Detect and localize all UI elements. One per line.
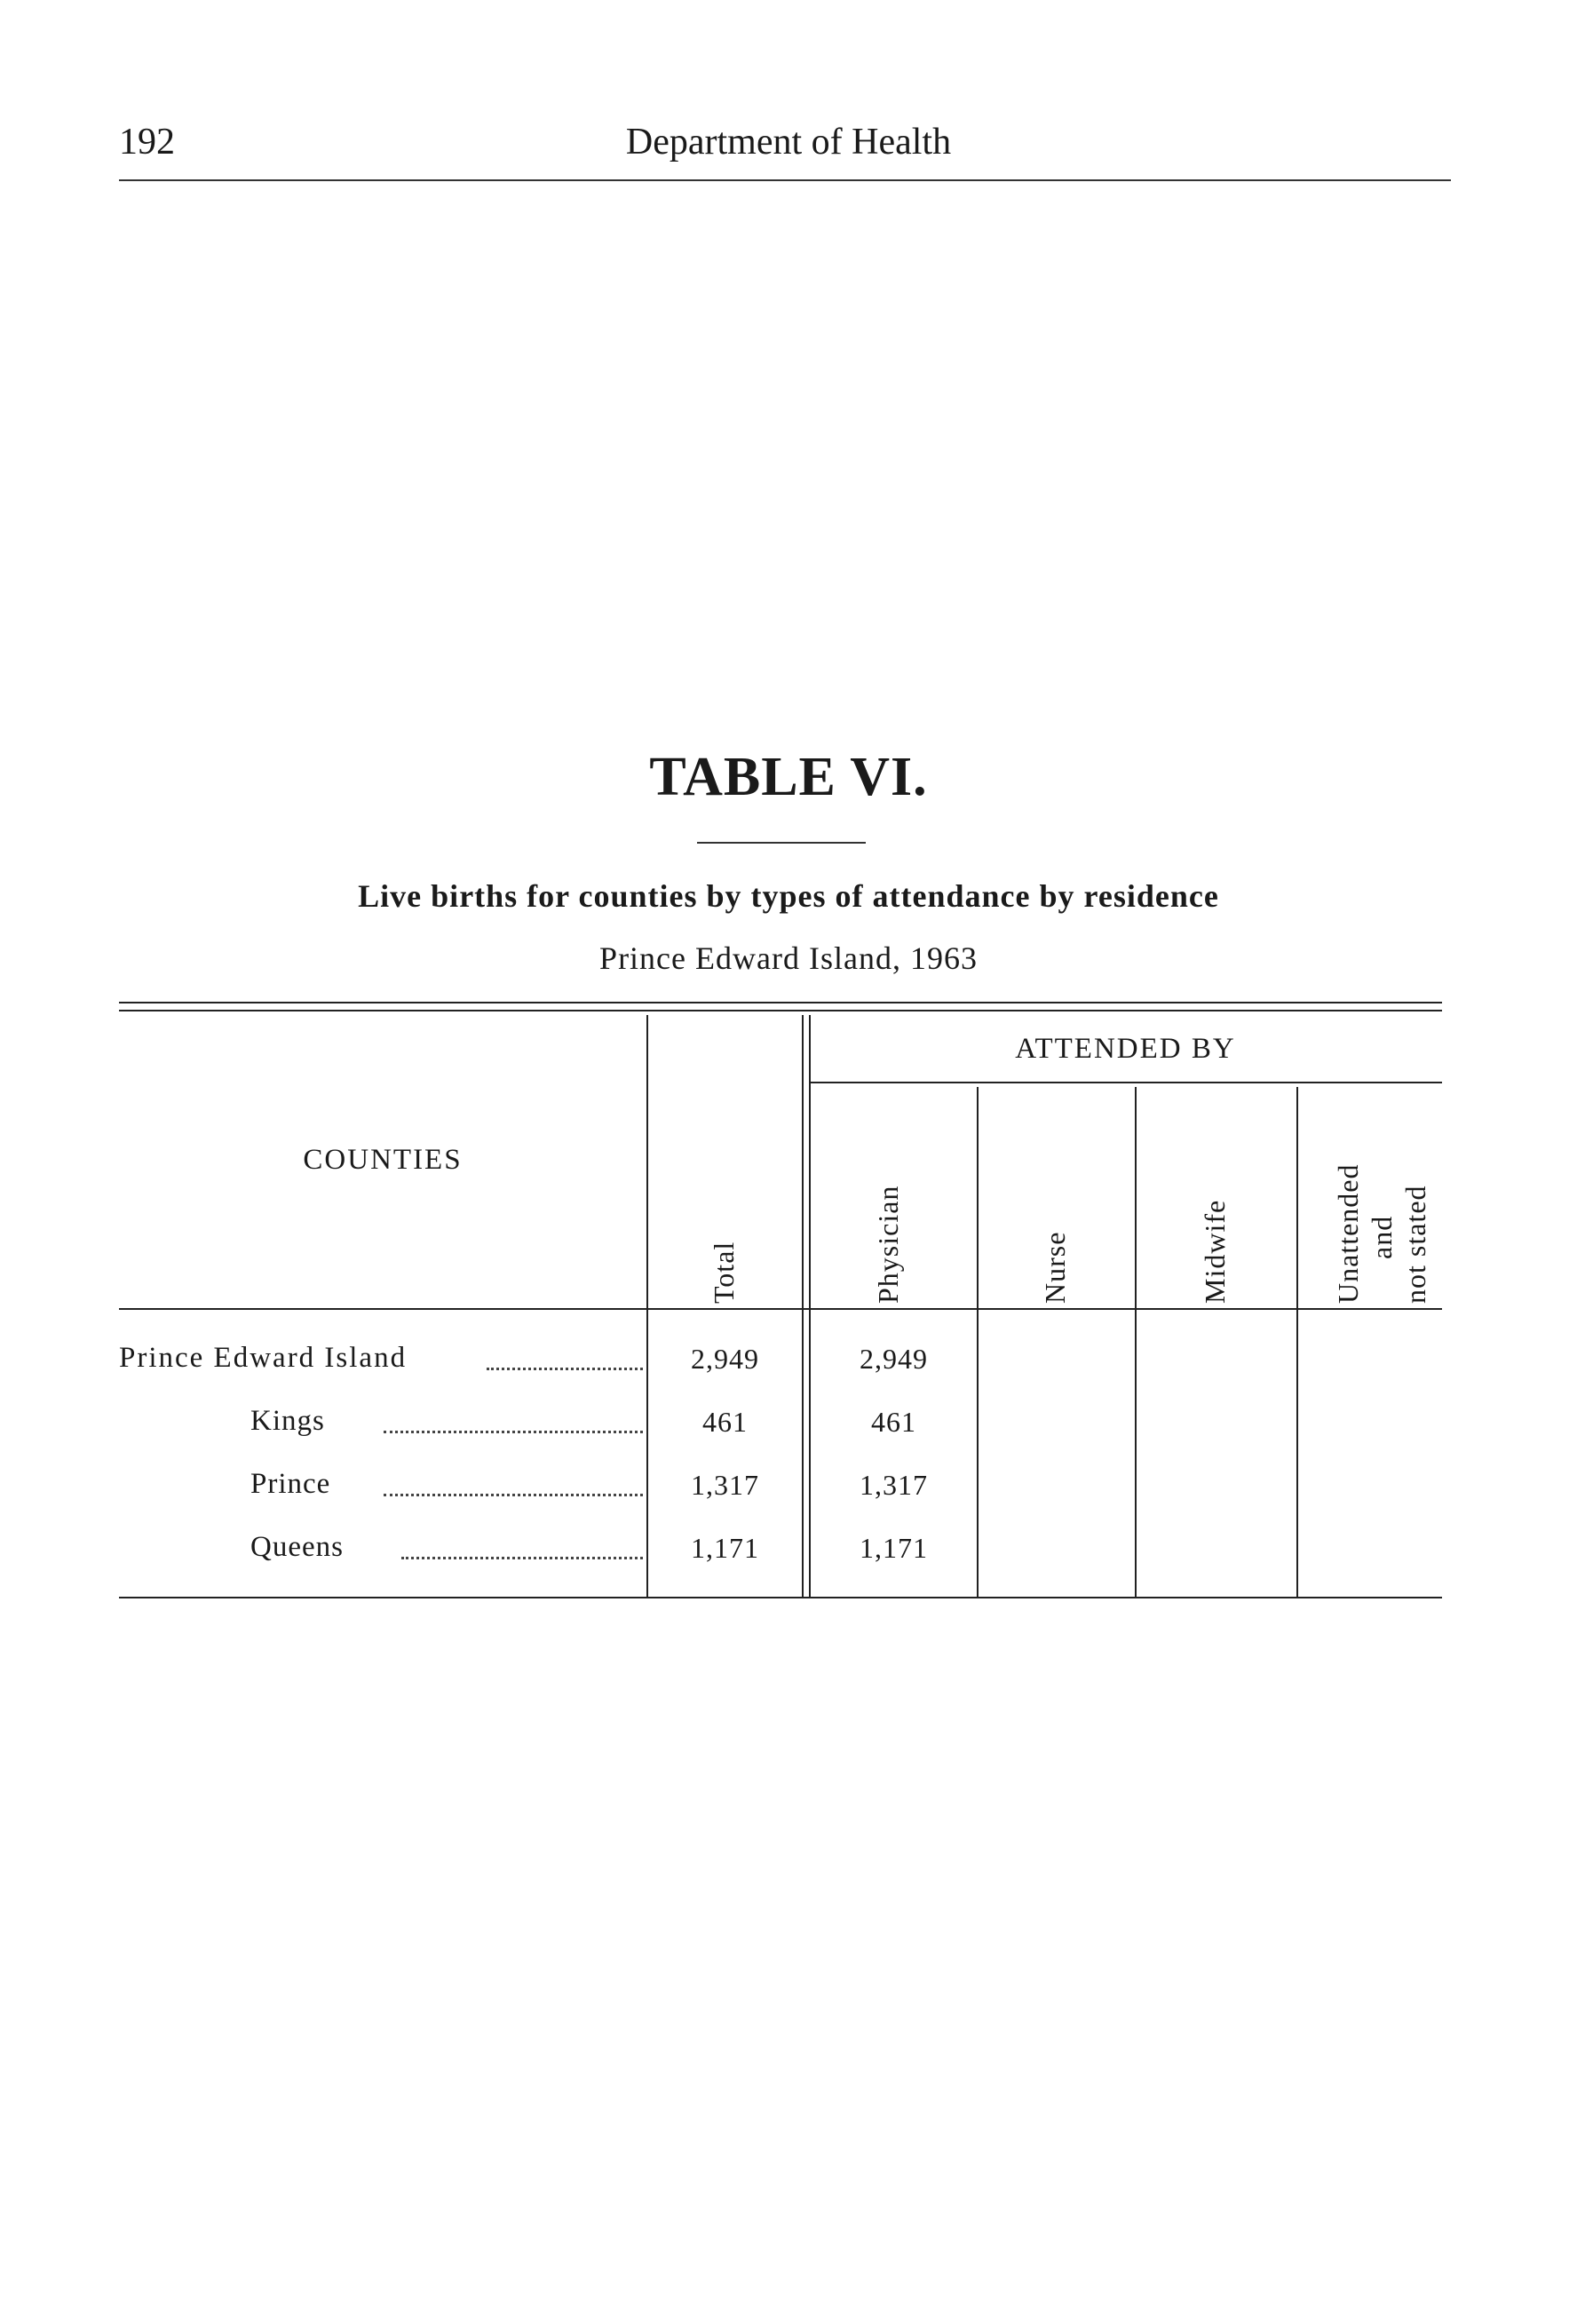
unattended-header-line3: not stated xyxy=(1399,1185,1431,1304)
table-bottom-rule xyxy=(119,1597,1442,1598)
unattended-header-line2: and xyxy=(1366,1215,1398,1259)
col-divider-unattended xyxy=(1296,1087,1298,1597)
col-divider-midwife xyxy=(1135,1087,1137,1597)
row-label-prince: Prince xyxy=(250,1468,331,1500)
cell-total: 461 xyxy=(702,1406,748,1438)
cell-total: 2,949 xyxy=(691,1343,759,1375)
cell-physician: 1,171 xyxy=(860,1532,928,1564)
row-label-kings: Kings xyxy=(250,1405,325,1437)
counties-header: COUNTIES xyxy=(303,1144,463,1176)
table-top-rule-2 xyxy=(119,1010,1442,1011)
group-header-rule xyxy=(809,1082,1442,1083)
col-divider-attended-b xyxy=(809,1015,811,1597)
running-head: Department of Health xyxy=(625,122,952,163)
col-divider-nurse xyxy=(977,1087,979,1597)
col-divider-total xyxy=(646,1015,648,1597)
page-number: 192 xyxy=(119,122,175,163)
header-bottom-rule xyxy=(119,1308,1442,1310)
row-label-prince-edward-island: Prince Edward Island xyxy=(119,1342,408,1374)
table-subtitle-place: Prince Edward Island, 1963 xyxy=(599,940,978,976)
dot-leader xyxy=(384,1431,643,1433)
unattended-header-line1: Unattended xyxy=(1332,1163,1364,1304)
row-label-queens: Queens xyxy=(250,1531,344,1563)
attended-by-header: ATTENDED BY xyxy=(1015,1033,1236,1065)
cell-physician: 2,949 xyxy=(860,1343,928,1375)
physician-header: Physician xyxy=(872,1185,904,1304)
cell-physician: 1,317 xyxy=(860,1469,928,1501)
table-top-rule xyxy=(119,1002,1442,1003)
cell-physician: 461 xyxy=(871,1406,916,1438)
col-divider-attended-a xyxy=(802,1015,804,1597)
total-header: Total xyxy=(708,1241,740,1304)
midwife-header: Midwife xyxy=(1199,1199,1231,1304)
cell-total: 1,317 xyxy=(691,1469,759,1501)
table-title: TABLE VI. xyxy=(649,747,928,807)
cell-total: 1,171 xyxy=(691,1532,759,1564)
table-subtitle: Live births for counties by types of attendance by residence xyxy=(358,878,1219,914)
dot-leader xyxy=(401,1557,643,1559)
nurse-header: Nurse xyxy=(1039,1231,1071,1304)
dot-leader xyxy=(384,1494,643,1496)
dot-leader xyxy=(487,1368,643,1370)
